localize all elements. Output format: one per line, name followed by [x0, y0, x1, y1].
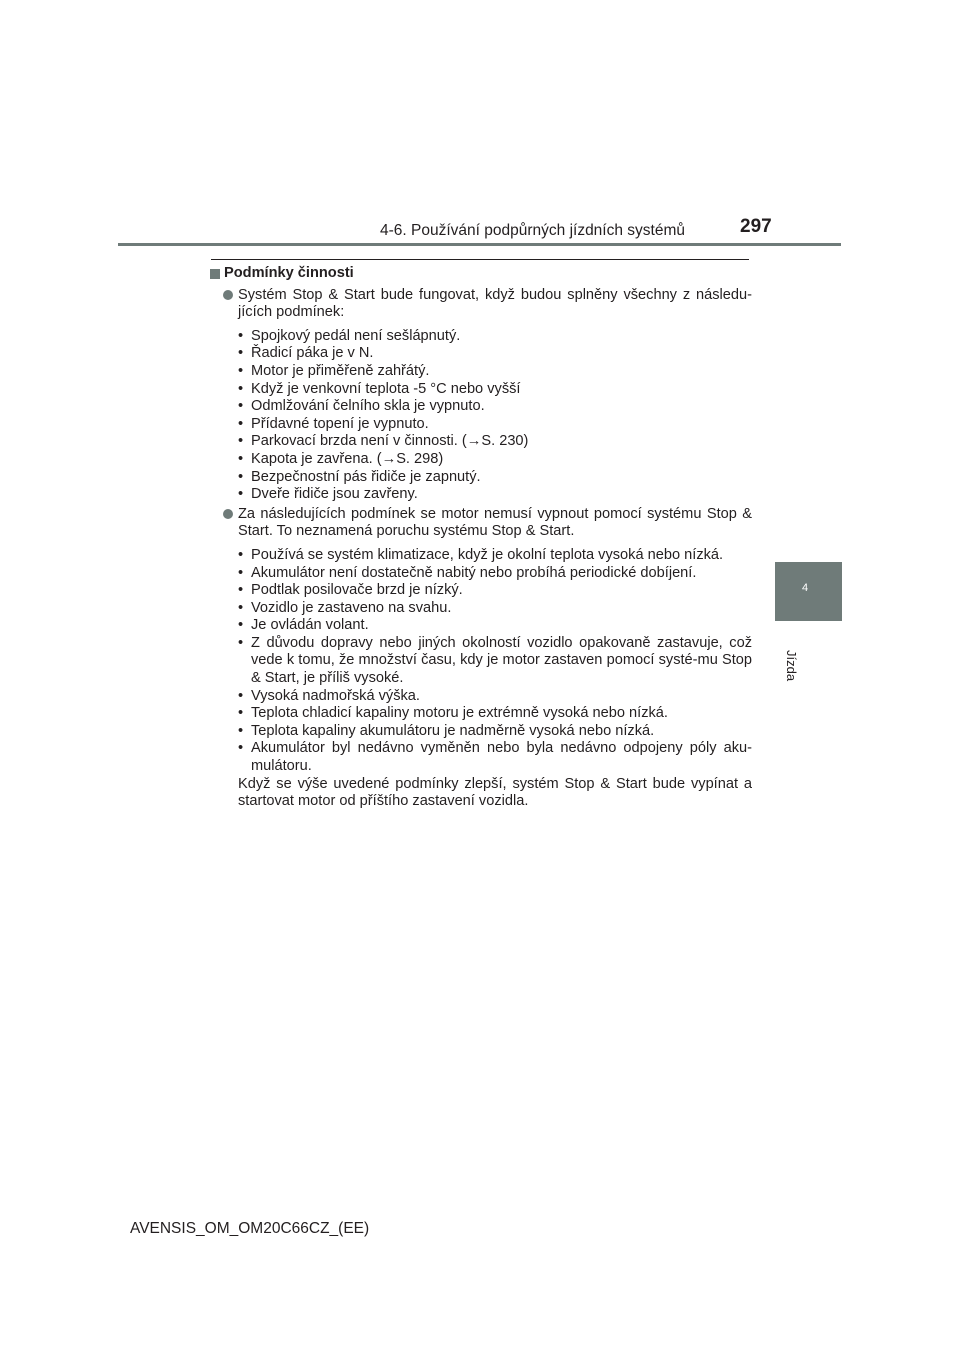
list-item-text: Vozidlo je zastaveno na svahu. — [251, 599, 452, 616]
list-item-text: Podtlak posilovače brzd je nízký. — [251, 582, 463, 599]
list-item — [238, 486, 752, 504]
list-item — [238, 617, 752, 635]
list-item — [238, 398, 752, 416]
list-item-text: Odmlžování čelního skla je vypnuto. — [251, 398, 485, 415]
list-item — [238, 416, 752, 434]
bullet-icon: • — [238, 380, 244, 397]
bullet-icon: • — [238, 362, 244, 379]
list-item-text: Bezpečnostní pás řidiče je zapnutý. — [251, 468, 481, 485]
section-rule — [211, 259, 749, 260]
content — [210, 265, 752, 811]
list-item — [238, 345, 752, 363]
bullet-icon: • — [238, 582, 244, 599]
square-bullet-icon — [210, 269, 220, 279]
bullet-icon: • — [238, 740, 244, 757]
list-item-text: Spojkový pedál není sešlápnutý. — [251, 327, 461, 344]
bullet-icon: • — [238, 327, 244, 344]
section-heading — [210, 265, 752, 283]
bullet-icon: • — [238, 634, 244, 651]
list-item-text: Je ovládán volant. — [251, 617, 369, 634]
bullet-icon: • — [238, 564, 244, 581]
list-item — [238, 328, 752, 346]
list-item — [238, 363, 752, 381]
list-item-text: Parkovací brzda není v činnosti. (→S. 230) — [251, 433, 529, 450]
header-rule — [118, 243, 841, 246]
paragraph — [210, 287, 752, 322]
chapter-number: 4 — [802, 582, 809, 594]
page-number: 297 — [740, 216, 772, 237]
paragraph-text: Systém Stop & Start bude fungovat, když budou splněny všechny z následu-jících podmínek: — [238, 286, 752, 321]
list-item-text: Kapota je zavřena. (→S. 298) — [251, 450, 444, 467]
list-item-text: Dveře řidiče jsou zavřeny. — [251, 486, 418, 503]
list-item — [238, 723, 752, 741]
list-item — [238, 705, 752, 723]
bullet-icon: • — [238, 345, 244, 362]
list-item-text: Teplota chladicí kapaliny motoru je extrémně vysoká nebo nízká. — [251, 705, 668, 722]
bullet-icon: • — [238, 705, 244, 722]
list-item-text: Motor je přiměřeně zahřátý. — [251, 362, 430, 379]
circle-bullet-icon — [223, 509, 233, 519]
paragraph — [210, 506, 752, 541]
list-item — [238, 547, 752, 565]
bullet-icon: • — [238, 415, 244, 432]
list-item — [238, 635, 752, 688]
bullet-icon: • — [238, 617, 244, 634]
bullet-icon: • — [238, 433, 244, 450]
list-item-text: Řadicí páka je v N. — [251, 345, 374, 362]
bullet-icon: • — [238, 722, 244, 739]
bullet-icon: • — [238, 468, 244, 485]
list-item-text: Přídavné topení je vypnuto. — [251, 415, 429, 432]
section-heading-text: Podmínky činnosti — [224, 265, 354, 281]
chapter-tab — [775, 562, 842, 621]
list-item — [238, 565, 752, 583]
list-item — [238, 582, 752, 600]
list-item-text: Používá se systém klimatizace, když je okolní teplota vysoká nebo nízká. — [251, 546, 724, 563]
circle-bullet-icon — [223, 290, 233, 300]
list-item-text: Akumulátor byl nedávno vyměněn nebo byla nedávno odpojeny póly aku-mulátoru. — [251, 740, 752, 775]
list-item — [238, 740, 752, 775]
list-item — [238, 451, 752, 469]
bullet-icon: • — [238, 687, 244, 704]
bullet-icon: • — [238, 599, 244, 616]
chapter-label: Jízda — [784, 650, 799, 682]
paragraph-text: Za následujících podmínek se motor nemusí vypnout pomocí systému Stop & Start. To neznamená poruchu systému Stop & Start. — [238, 505, 752, 540]
bullet-icon: • — [238, 450, 244, 467]
list-item — [238, 600, 752, 618]
bullet-icon: • — [238, 546, 244, 563]
list-item-text: Teplota kapaliny akumulátoru je nadměrně vysoká nebo nízká. — [251, 722, 655, 739]
header-section-title: 4-6. Používání podpůrných jízdních systémů — [380, 222, 685, 239]
list-item — [238, 433, 752, 451]
closing-paragraph: Když se výše uvedené podmínky zlepší, systém Stop & Start bude vypínat a startovat motor od příštího zastavení vozidla. — [238, 775, 752, 810]
list-item-text: Vysoká nadmořská výška. — [251, 687, 420, 704]
list-item-text: Když je venkovní teplota -5 °C nebo vyšší — [251, 380, 521, 397]
bullet-icon: • — [238, 398, 244, 415]
bullet-list — [210, 547, 752, 776]
list-item-text: Z důvodu dopravy nebo jiných okolností vozidlo opakovaně zastavuje, což vede k tomu, že množství času, kdy je motor zastaven pomocí systé-mu Stop & Start, je příliš vysoké. — [251, 634, 752, 687]
bullet-list — [210, 328, 752, 504]
list-item — [238, 688, 752, 706]
list-item-text: Akumulátor není dostatečně nabitý nebo probíhá periodické dobíjení. — [251, 564, 697, 581]
footer-code: AVENSIS_OM_OM20C66CZ_(EE) — [130, 1220, 370, 1237]
list-item — [238, 381, 752, 399]
list-item — [238, 469, 752, 487]
bullet-icon: • — [238, 486, 244, 503]
